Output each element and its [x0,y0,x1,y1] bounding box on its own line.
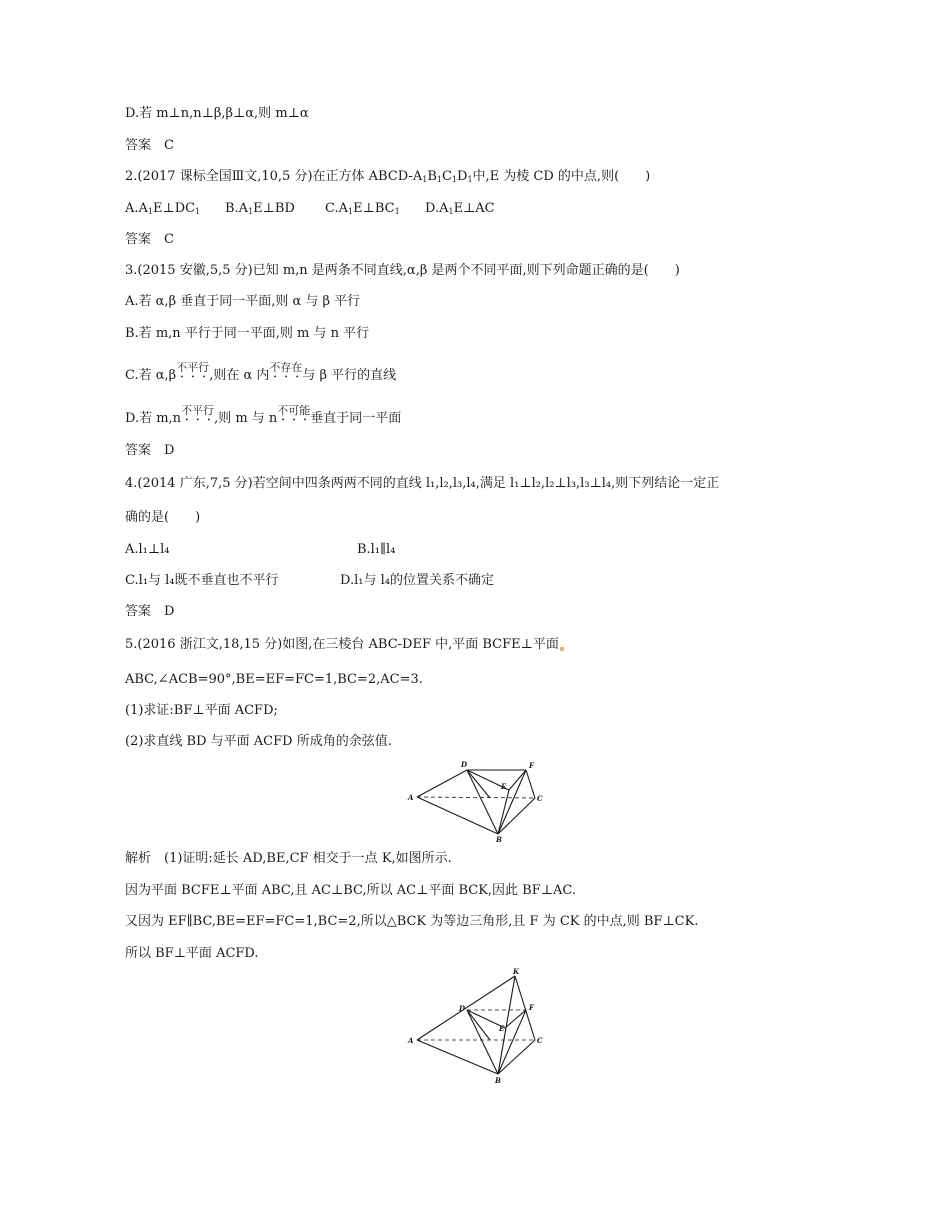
q3-option-c-emphasis-1: 不平行 [176,361,210,374]
label-a: A [408,1036,414,1045]
solution-line3: 又因为 EF∥BC,BE=EF=FC=1,BC=2,所以△BCK 为等边三角形,且 F 为 CK 的中点,则 BF⊥CK. [125,914,699,929]
q2-stem-prefix: 2.(2017 课标全国Ⅲ文,10,5 分)在正方体 ABCD-A [125,169,423,184]
q2-option-b: $B.A_1E\perp BD$ [225,201,295,216]
edge-bf [498,1010,526,1074]
q5-part2: (2)求直线 BD 与平面 ACFD 所成角的余弦值. [125,734,392,749]
q2-answer: 答案 C [125,232,174,247]
q4-answer: 答案 D [125,604,175,619]
edge-bf [498,770,526,834]
label-c: C [537,1036,543,1045]
label-d: D [459,1004,466,1013]
figure-frustum [405,758,555,842]
q2-option-d: $D.A_1E\perp AC$ [425,201,495,216]
label-b: B [495,1076,501,1085]
edge-ab [417,1040,498,1074]
label-e: E [499,1024,505,1033]
q4-stem-line2: 确的是( ) [125,510,201,525]
q3-option-d-emphasis-1: 不平行 [181,404,215,417]
q4-option-c: C.l₁与 l₄既不垂直也不平行 [125,573,279,588]
q3-stem: 3.(2015 安徽,5,5 分)已知 m,n 是两条不同直线,α,β 是两个不同平面,则下列命题正确的是( ) [125,263,680,278]
label-b: B [496,835,502,844]
cursor-marker [560,647,564,651]
q2-stem: 2.(2017 课标全国Ⅲ文,10,5 分)在正方体 ABCD-$A_1B_1C_1D_1$中,E 为棱 CD 的中点,则( ) [125,169,651,184]
label-c: C [537,794,543,803]
edge-fc [526,770,535,798]
label-f: F [529,761,534,770]
q5-part1: (1)求证:BF⊥平面 ACFD; [125,703,278,718]
q5-stem-line1: 5.(2016 浙江文,18,15 分)如图,在三棱台 ABC-DEF 中,平面 BCFE⊥平面 [125,637,564,653]
q2-option-c: $C.A_1E\perp BC_1$ [325,201,400,216]
q3-option-b: B.若 m,n 平行于同一平面,则 m 与 n 平行 [125,326,370,341]
edge-bd [467,1010,498,1074]
q3-option-c-emphasis-2: 不存在 [269,361,303,374]
solution-line1: 解析 (1)证明:延长 AD,BE,CF 相交于一点 K,如图所示. [125,851,452,866]
q3-option-d: D.若 $m,n^{不平行}$,则 m 与 $n^{不可能}$垂直于同一平面 [125,404,402,426]
figure-extended-pyramid [405,968,555,1084]
label-d: D [461,760,468,769]
q3-option-c: C.若 $\alpha,\beta^{不平行}$,则在 α 内$^{不存在}$与 β 平行的直线 [125,361,397,383]
edge-bc [498,798,535,834]
q1-answer: 答案 C [125,138,174,153]
edge-ad [417,770,467,797]
q4-option-a: A.l₁⊥l₄ [125,542,170,557]
q3-answer: 答案 D [125,443,175,458]
q1-option-d: D.若 m⊥n,n⊥β,β⊥α,则 m⊥α [125,106,309,121]
edge-bd [467,770,498,834]
label-e: E [501,782,507,791]
edge-ab [417,797,498,834]
q2-stem-tail: 中,E 为棱 CD 的中点,则( ) [472,169,651,184]
label-k: K [513,967,520,976]
q4-option-d: D.l₁与 l₄的位置关系不确定 [340,573,494,588]
solution-line2: 因为平面 BCFE⊥平面 ABC,且 AC⊥BC,所以 AC⊥平面 BCK,因此 BF⊥AC. [125,883,576,898]
label-f: F [529,1003,534,1012]
q4-stem-line1: 4.(2014 广东,7,5 分)若空间中四条两两不同的直线 l₁,l₂,l₃,l₄,满足 l₁⊥l₂,l₂⊥l₃,l₃⊥l₄,则下列结论一定正 [125,476,720,491]
q3-option-d-emphasis-2: 不可能 [277,404,311,417]
q5-stem-line2: ABC,∠ACB=90°,BE=EF=FC=1,BC=2,AC=3. [125,672,423,687]
edge-d-mid [467,1010,490,1040]
solution-line4: 所以 BF⊥平面 ACFD. [125,946,259,961]
q2-option-a: $A.A_1E\perp DC_1$ [125,201,201,216]
q3-option-a: A.若 α,β 垂直于同一平面,则 α 与 β 平行 [125,294,361,309]
label-a: A [408,793,414,802]
edge-ac-dashed [417,797,535,798]
edge-ef [509,770,526,790]
q4-option-b: B.l₁∥l₄ [357,542,396,557]
